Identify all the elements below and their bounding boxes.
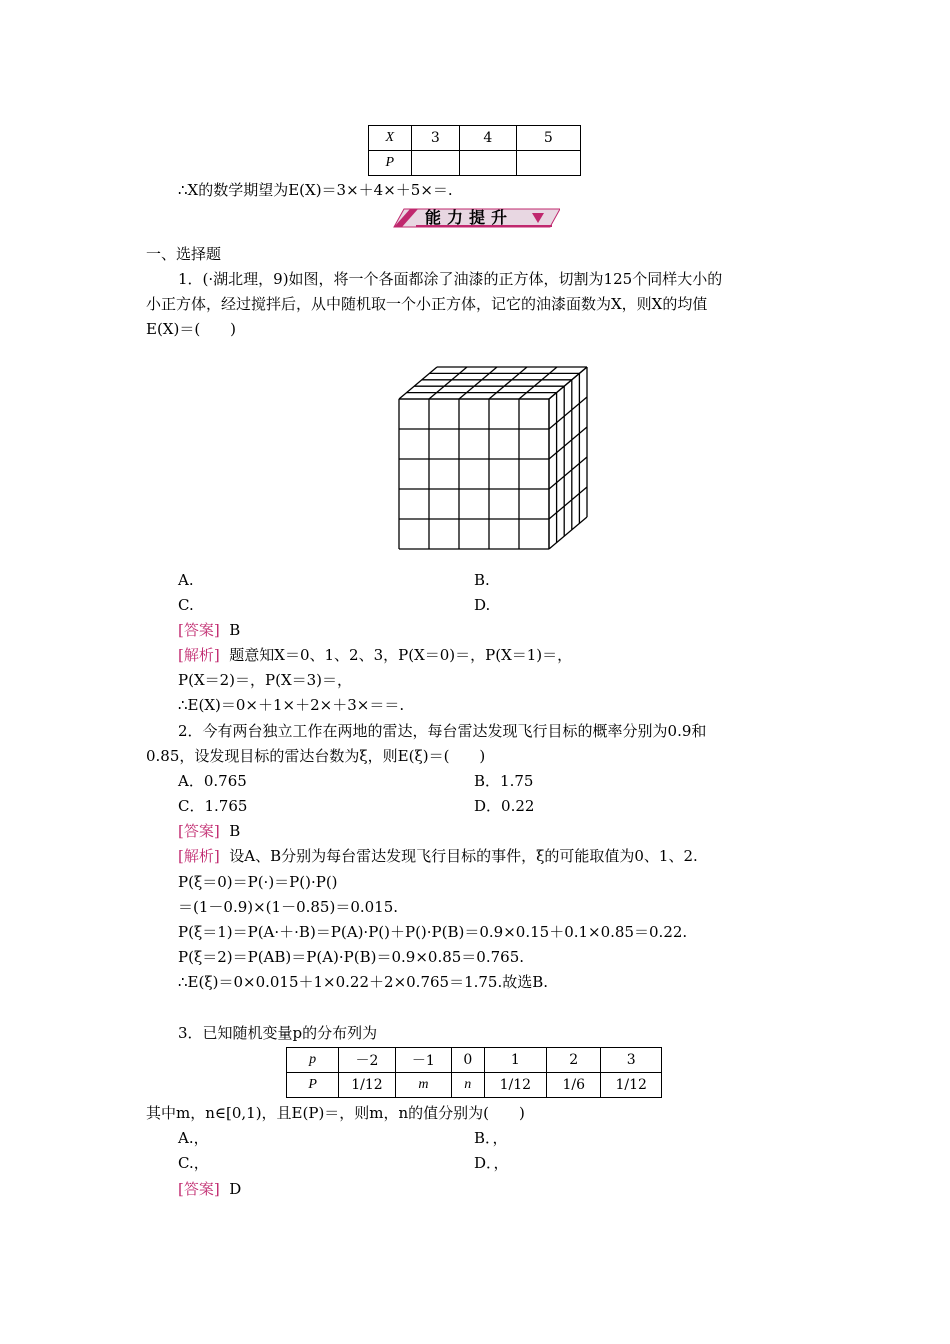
q3-option-a[interactable]: A.，: [178, 1129, 209, 1147]
q2-answer: [178, 821, 240, 841]
q3-answer: [178, 1179, 241, 1199]
answer-value: B: [229, 621, 241, 639]
table-cell: P: [369, 151, 412, 176]
q3-option-d[interactable]: D．，: [474, 1154, 509, 1172]
table-cell: 5: [516, 126, 580, 151]
cube-grid-line: [459, 367, 497, 399]
q1-explanation-1: [178, 645, 572, 665]
table-cell: 3: [601, 1048, 662, 1073]
table-cell: 1/12: [601, 1073, 662, 1098]
cube-grid-line: [489, 367, 527, 399]
table-cell: 1: [484, 1048, 546, 1073]
q3-option-c[interactable]: C.，: [178, 1154, 209, 1172]
section-banner-title: 能力提升: [425, 208, 514, 227]
q2-explanation-3: ＝(1－0.9)×(1－0.85)＝0.015.: [178, 898, 399, 916]
q2-option-b[interactable]: B．1.75: [474, 772, 534, 790]
q1-line-2: 小正方体，经过搅拌后，从中随机取一个小正方体，记它的油漆面数为X，则X的均值: [146, 295, 708, 313]
table-cell: m: [395, 1073, 451, 1098]
table-cell: P: [287, 1073, 339, 1098]
cube-grid-line: [549, 427, 587, 459]
cube-grid-line: [549, 517, 587, 549]
explanation-text: 设A、B分别为每台雷达发现飞行目标的事件，ξ的可能取值为0、1、2.: [229, 847, 698, 865]
q2-explanation-4: P(ξ＝1)＝P(A·＋·B)＝P(A)·P()＋P()·P(B)＝0.9×0.15＋0.1×0.85＝0.22.: [178, 923, 688, 941]
cube-grid-line: [549, 487, 587, 519]
q1-explanation-3: ∴E(X)＝0×＋1×＋2×＋3×＝＝.: [178, 696, 405, 714]
q1-option-a[interactable]: A.: [178, 571, 194, 589]
q1-option-b[interactable]: B.: [474, 571, 490, 589]
table-row: [287, 1048, 662, 1073]
distribution-table-3: [286, 1047, 662, 1098]
cube-grid-line: [549, 457, 587, 489]
q2-option-a[interactable]: A．0.765: [178, 772, 247, 790]
cube-grid-line: [549, 397, 587, 429]
cube-grid-line: [549, 367, 587, 399]
table-cell: －2: [339, 1048, 396, 1073]
q3-option-b[interactable]: B．，: [474, 1129, 508, 1147]
table-cell: 4: [460, 126, 516, 151]
table-cell: [411, 151, 460, 176]
distribution-table-1: [368, 125, 581, 176]
q1-answer: [178, 620, 240, 640]
q2-option-c[interactable]: C．1.765: [178, 797, 248, 815]
q2-explanation-5: P(ξ＝2)＝P(AB)＝P(A)·P(B)＝0.9×0.85＝0.765.: [178, 948, 525, 966]
table-cell: [516, 151, 580, 176]
answer-value: D: [229, 1180, 242, 1198]
table-cell: －1: [395, 1048, 451, 1073]
table-cell: 1/6: [547, 1073, 601, 1098]
table-cell: 1/12: [339, 1073, 396, 1098]
answer-tag: [答案]: [178, 822, 220, 840]
answer-value: B: [229, 822, 241, 840]
q2-option-d[interactable]: D．0.22: [474, 797, 535, 815]
explanation-tag: [解析]: [178, 847, 220, 865]
q2-explanation-1: [178, 846, 698, 866]
table-cell: n: [452, 1073, 485, 1098]
table-row: [369, 126, 581, 151]
q2-explanation-2: P(ξ＝0)＝P(·)＝P()·P(): [178, 873, 338, 891]
q2-line-2: 0.85，设发现目标的雷达台数为ξ，则E(ξ)＝( ): [146, 747, 486, 765]
q1-explanation-2: P(X＝2)＝，P(X＝3)＝，: [178, 671, 353, 689]
q1-line-1: 1．(·湖北理，9)如图，将一个各面都涂了油漆的正方体，切割为125个同样大小的: [178, 270, 723, 288]
cube-grid-line: [519, 367, 557, 399]
table-cell: X: [369, 126, 412, 151]
table-cell: [460, 151, 516, 176]
q1-line-3: E(X)＝( ): [146, 320, 237, 338]
q3-line-1: 3．已知随机变量p的分布列为: [178, 1024, 378, 1042]
section-heading: 一、选择题: [146, 245, 222, 263]
table-row: [287, 1073, 662, 1098]
answer-tag: [答案]: [178, 1180, 220, 1198]
table-cell: p: [287, 1048, 339, 1073]
q1-option-d[interactable]: D.: [474, 596, 491, 614]
table-cell: 0: [452, 1048, 485, 1073]
table-cell: 3: [411, 126, 460, 151]
cube-figure: [398, 353, 590, 551]
cube-grid-line: [429, 367, 467, 399]
table-cell: 2: [547, 1048, 601, 1073]
table-cell: 1/12: [484, 1073, 546, 1098]
q3-line-2: 其中m，n∈[0,1)，且E(P)＝，则m，n的值分别为( ): [146, 1104, 525, 1122]
answer-tag: [答案]: [178, 621, 220, 639]
cube-grid-line: [399, 367, 437, 399]
expectation-line: ∴X的数学期望为E(X)＝3×＋4×＋5×＝.: [178, 181, 453, 199]
q2-explanation-6: ∴E(ξ)＝0×0.015＋1×0.22＋2×0.765＝1.75.故选B.: [178, 973, 549, 991]
table-row: [369, 151, 581, 176]
explanation-text: 题意知X＝0、1、2、3，P(X＝0)＝，P(X＝1)＝，: [229, 646, 573, 664]
q1-option-c[interactable]: C.: [178, 596, 194, 614]
explanation-tag: [解析]: [178, 646, 220, 664]
q2-line-1: 2．今有两台独立工作在两地的雷达，每台雷达发现飞行目标的概率分别为0.9和: [178, 722, 707, 740]
